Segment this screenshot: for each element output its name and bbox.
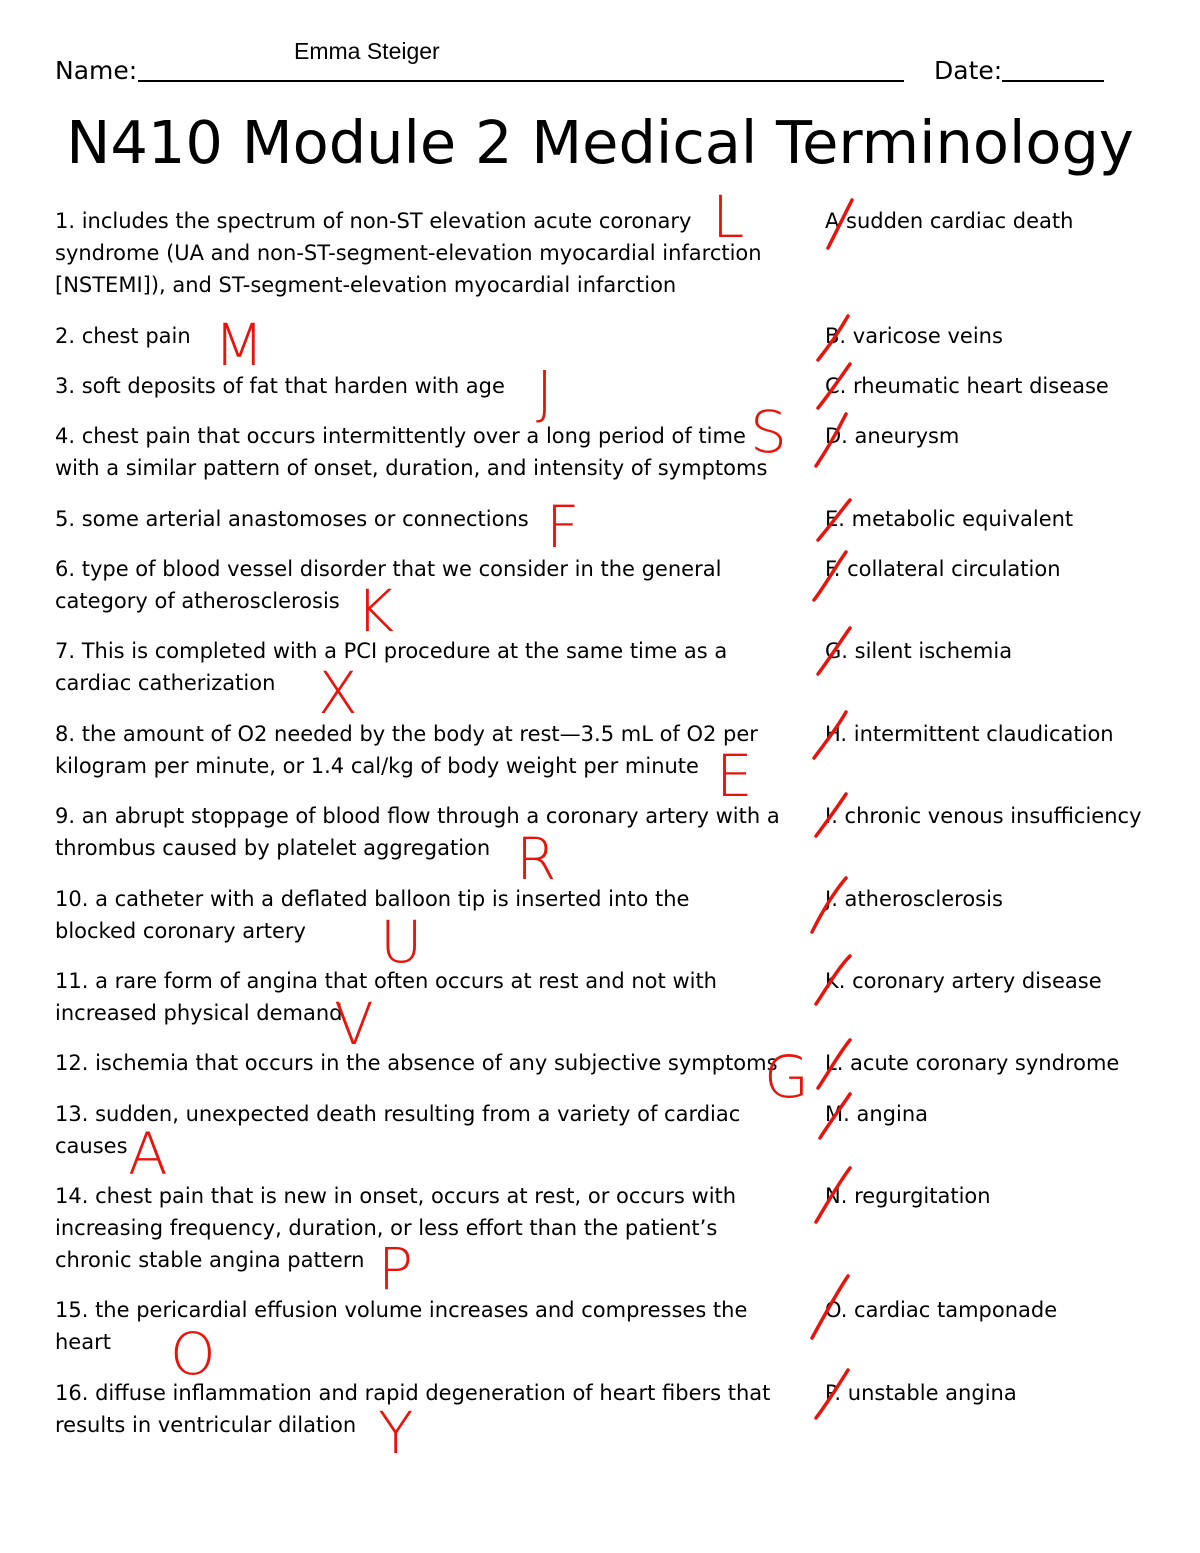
option-letter: G <box>825 639 842 663</box>
check-mark-icon <box>816 794 846 836</box>
check-mark-icon <box>816 414 846 466</box>
option-text: . varicose veins <box>839 324 1003 348</box>
check-mark-icon <box>818 500 850 540</box>
option-text: . coronary artery disease <box>838 969 1102 993</box>
option-letter: J <box>825 887 832 911</box>
option-letter: F <box>825 557 834 581</box>
option-letter: M <box>825 1102 844 1126</box>
date-label: Date: <box>934 56 1003 85</box>
question-15: 15. the pericardial effusion volume increases and compresses the heart <box>55 1298 748 1354</box>
question-1: 1. includes the spectrum of non-ST elevation acute coronary syndrome (UA and non-ST-segment-elevation myocardial infarction [NSTEMI]), and ST-segment-elevation myocardial infarction <box>55 209 762 297</box>
option-letter: P <box>825 1381 835 1405</box>
option-text: . chronic venous insufficiency <box>831 804 1142 828</box>
answer-2: M <box>214 311 265 379</box>
answer-11: V <box>334 990 374 1058</box>
option-letter: B <box>825 324 840 348</box>
answer-16: Y <box>378 1399 414 1467</box>
name-label: Name: <box>55 56 138 85</box>
check-mark-icon <box>816 1370 848 1418</box>
question-14: 14. chest pain that is new in onset, occurs at rest, or occurs with increasing frequency, duration, or less effort than the patient’s chronic stable angina pattern <box>55 1184 737 1272</box>
question-7: 7. This is completed with a PCI procedure at the same time as a cardiac catherization <box>55 639 728 695</box>
question-6: 6. type of blood vessel disorder that we consider in the general category of atherosclerosis <box>55 557 722 613</box>
option-letter: H <box>825 722 841 746</box>
option-text: sudden cardiac death <box>839 209 1074 233</box>
option-text: . silent ischemia <box>841 639 1013 663</box>
answer-4: S <box>750 398 787 466</box>
option-text: . metabolic equivalent <box>838 507 1074 531</box>
option-letter: O <box>825 1298 841 1322</box>
check-mark-icon <box>814 712 846 758</box>
answer-12: G <box>764 1043 809 1111</box>
option-letter: D <box>825 424 842 448</box>
answer-7: X <box>318 659 358 727</box>
page-title: N410 Module 2 Medical Terminology <box>66 108 1134 177</box>
answer-5: F <box>546 493 580 561</box>
check-mark-icon <box>818 364 850 408</box>
check-mark-icon <box>814 552 846 600</box>
answer-1: L <box>712 183 745 251</box>
check-mark-icon <box>818 1040 850 1088</box>
question-4: 4. chest pain that occurs intermittently over a long period of time with a similar pattern of onset, duration, and intensity of symptoms <box>55 424 768 480</box>
option-letter: N <box>825 1184 841 1208</box>
question-12: 12. ischemia that occurs in the absence of any subjective symptoms <box>55 1051 778 1075</box>
option-letter: I <box>825 804 832 828</box>
question-5: 5. some arterial anastomoses or connections <box>55 507 529 531</box>
check-mark-icon <box>820 1094 850 1138</box>
question-8: 8. the amount of O2 needed by the body at rest—3.5 mL of O2 per kilogram per minute, or 1.4 cal/kg of body weight per minute <box>55 722 758 778</box>
option-text: . collateral circulation <box>833 557 1061 581</box>
option-letter: K <box>825 969 839 993</box>
option-text: . atherosclerosis <box>831 887 1003 911</box>
check-mark-icon <box>812 878 846 932</box>
check-mark-icon <box>818 628 850 674</box>
option-letter: E <box>825 507 839 531</box>
option-text: . intermittent claudication <box>840 722 1114 746</box>
check-mark-icon <box>818 316 848 360</box>
answer-6: K <box>356 577 395 645</box>
option-text: . aneurysm <box>841 424 960 448</box>
answer-9: R <box>516 825 557 893</box>
option-letter: L <box>825 1051 837 1075</box>
check-mark-icon <box>816 1168 850 1222</box>
option-text: . acute coronary syndrome <box>836 1051 1120 1075</box>
question-9: 9. an abrupt stoppage of blood flow through a coronary artery with a thrombus caused by platelet aggregation <box>55 804 780 860</box>
option-letter: C <box>825 374 840 398</box>
question-16: 16. diffuse inflammation and rapid degeneration of heart fibers that results in ventricular dilation <box>55 1381 771 1437</box>
question-11: 11. a rare form of angina that often occurs at rest and not with increased physical demand <box>55 969 717 1025</box>
option-text: . angina <box>843 1102 928 1126</box>
answer-3: J <box>536 358 554 426</box>
check-mark-icon <box>816 956 850 1004</box>
question-10: 10. a catheter with a deflated balloon tip is inserted into the blocked coronary artery <box>55 887 690 943</box>
answer-13: A <box>128 1120 168 1188</box>
option-text: . cardiac tamponade <box>840 1298 1058 1322</box>
question-13: 13. sudden, unexpected death resulting from a variety of cardiac causes <box>55 1102 741 1158</box>
option-text: . regurgitation <box>840 1184 991 1208</box>
check-mark-icon <box>828 200 852 248</box>
option-letter: A <box>825 209 840 233</box>
answer-8: E <box>716 742 753 810</box>
option-text: . rheumatic heart disease <box>839 374 1109 398</box>
question-3: 3. soft deposits of fat that harden with age <box>55 374 505 398</box>
answer-14: P <box>378 1235 413 1303</box>
question-2: 2. chest pain <box>55 324 191 348</box>
answer-15: O <box>170 1320 216 1388</box>
check-mark-icon <box>812 1276 848 1338</box>
answer-10: U <box>380 908 423 976</box>
name-value[interactable]: Emma Steiger <box>294 38 440 64</box>
option-text: . unstable angina <box>834 1381 1017 1405</box>
